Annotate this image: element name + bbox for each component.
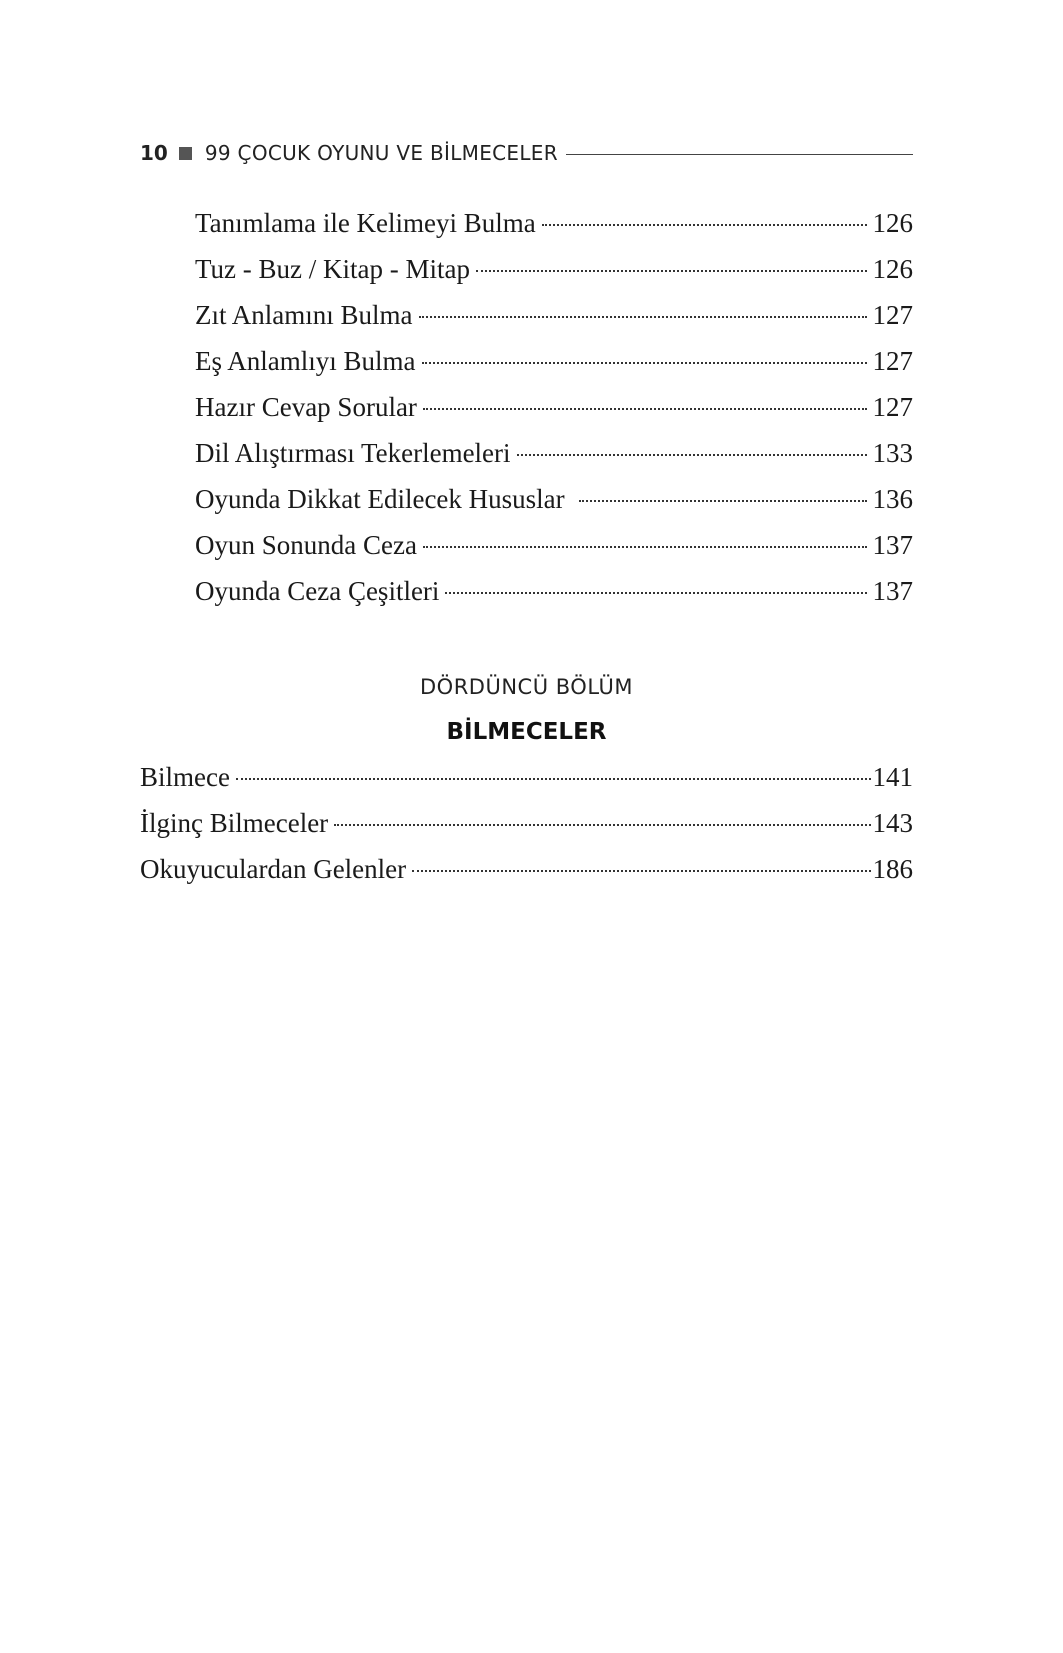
toc-entry-page: 127 xyxy=(872,300,913,330)
toc-entry[interactable] xyxy=(195,346,913,392)
dot-leader xyxy=(476,270,867,272)
toc-entry[interactable] xyxy=(195,254,913,300)
toc-entry-title: Oyun Sonunda Ceza xyxy=(195,530,417,560)
dot-leader xyxy=(236,778,871,780)
toc-entry[interactable] xyxy=(195,484,913,530)
toc-entry[interactable] xyxy=(195,392,913,438)
toc-list-part1 xyxy=(195,208,913,622)
toc-entry[interactable] xyxy=(140,854,913,900)
toc-entry[interactable] xyxy=(195,576,913,622)
section-title: BİLMECELER xyxy=(446,719,607,745)
toc-entry[interactable] xyxy=(195,208,913,254)
toc-entry-page: 127 xyxy=(872,346,913,376)
book-title: 99 ÇOCUK OYUNU VE BİLMECELER xyxy=(204,141,558,165)
dot-leader xyxy=(422,362,867,364)
toc-entry-page: 133 xyxy=(872,438,913,468)
toc-entry-page: 136 xyxy=(872,484,913,514)
toc-entry-title: Tanımlama ile Kelimeyi Bulma xyxy=(195,208,536,238)
dot-leader xyxy=(445,592,866,594)
toc-entry-title: Oyunda Dikkat Edilecek Hususlar xyxy=(195,484,565,514)
dot-leader xyxy=(423,546,867,548)
toc-entry[interactable] xyxy=(195,300,913,346)
toc-entry-title: Okuyuculardan Gelenler xyxy=(140,854,407,884)
toc-entry-page: 126 xyxy=(872,208,913,238)
toc-entry-title: Hazır Cevap Sorular xyxy=(195,392,417,422)
toc-entry[interactable] xyxy=(140,762,913,808)
toc-entry-page: 137 xyxy=(872,530,913,560)
toc-list-part2 xyxy=(140,762,913,900)
toc-entry-page: 141 xyxy=(872,762,913,792)
toc-entry[interactable] xyxy=(195,530,913,576)
dot-leader xyxy=(423,408,867,410)
page-number: 10 xyxy=(140,141,168,165)
toc-entry-title: Zıt Anlamını Bulma xyxy=(195,300,413,330)
toc-entry-page: 137 xyxy=(872,576,913,606)
toc-entry-page: 126 xyxy=(872,254,913,284)
toc-entry[interactable] xyxy=(140,808,913,854)
header-rule xyxy=(566,154,913,155)
toc-entry-title: Eş Anlamlıyı Bulma xyxy=(195,346,416,376)
toc-entry-title: Bilmece xyxy=(140,762,230,792)
toc-entry-page: 186 xyxy=(872,854,913,884)
toc-entry-page: 143 xyxy=(872,808,913,838)
toc-entry-title: Oyunda Ceza Çeşitleri xyxy=(195,576,440,606)
toc-entry[interactable] xyxy=(195,438,913,484)
dot-leader xyxy=(517,454,867,456)
running-header xyxy=(140,138,913,168)
square-bullet-icon xyxy=(179,147,192,160)
dot-leader xyxy=(419,316,867,318)
dot-leader xyxy=(579,500,867,502)
dot-leader xyxy=(542,224,867,226)
section-label: DÖRDÜNCÜ BÖLÜM xyxy=(420,675,633,699)
dot-leader xyxy=(334,824,870,826)
toc-entry-title: İlginç Bilmeceler xyxy=(140,808,329,838)
toc-entry-title: Dil Alıştırması Tekerlemeleri xyxy=(195,438,511,468)
toc-entry-page: 127 xyxy=(872,392,913,422)
toc-entry-title: Tuz - Buz / Kitap - Mitap xyxy=(195,254,470,284)
dot-leader xyxy=(412,870,870,872)
